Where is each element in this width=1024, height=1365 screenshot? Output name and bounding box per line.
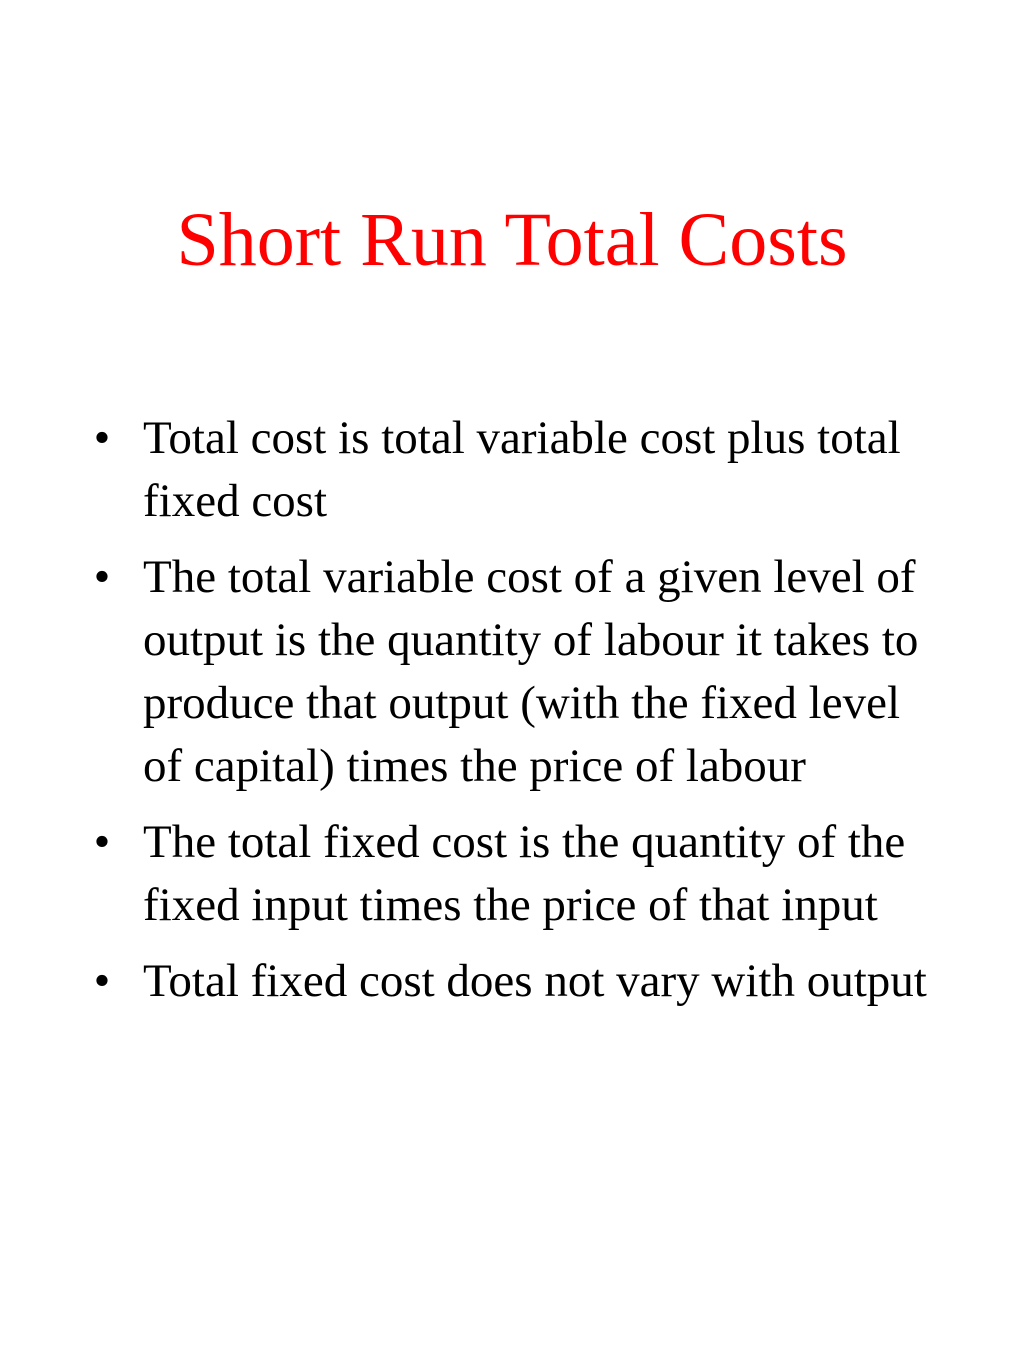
bullet-item [93,950,943,1013]
bullet-icon: • [93,412,111,464]
bullet-icon: • [93,955,111,1007]
bullet-text: The total fixed cost is the quantity of the fixed input times the price of that input [143,816,906,931]
bullet-item [93,407,943,533]
bullet-text: Total fixed cost does not vary with output [143,955,927,1007]
bullet-item [93,811,943,937]
slide-title: Short Run Total Costs [176,198,848,282]
bullet-text: Total cost is total variable cost plus total fixed cost [143,412,901,527]
bullet-text: The total variable cost of a given level of output is the quantity of labour it takes to produce that output (with the fixed level of capital) times the price of labour [143,551,919,792]
bullet-item [93,546,943,798]
bullet-icon: • [93,816,111,868]
bullet-list [93,407,943,1026]
bullet-icon: • [93,551,111,603]
